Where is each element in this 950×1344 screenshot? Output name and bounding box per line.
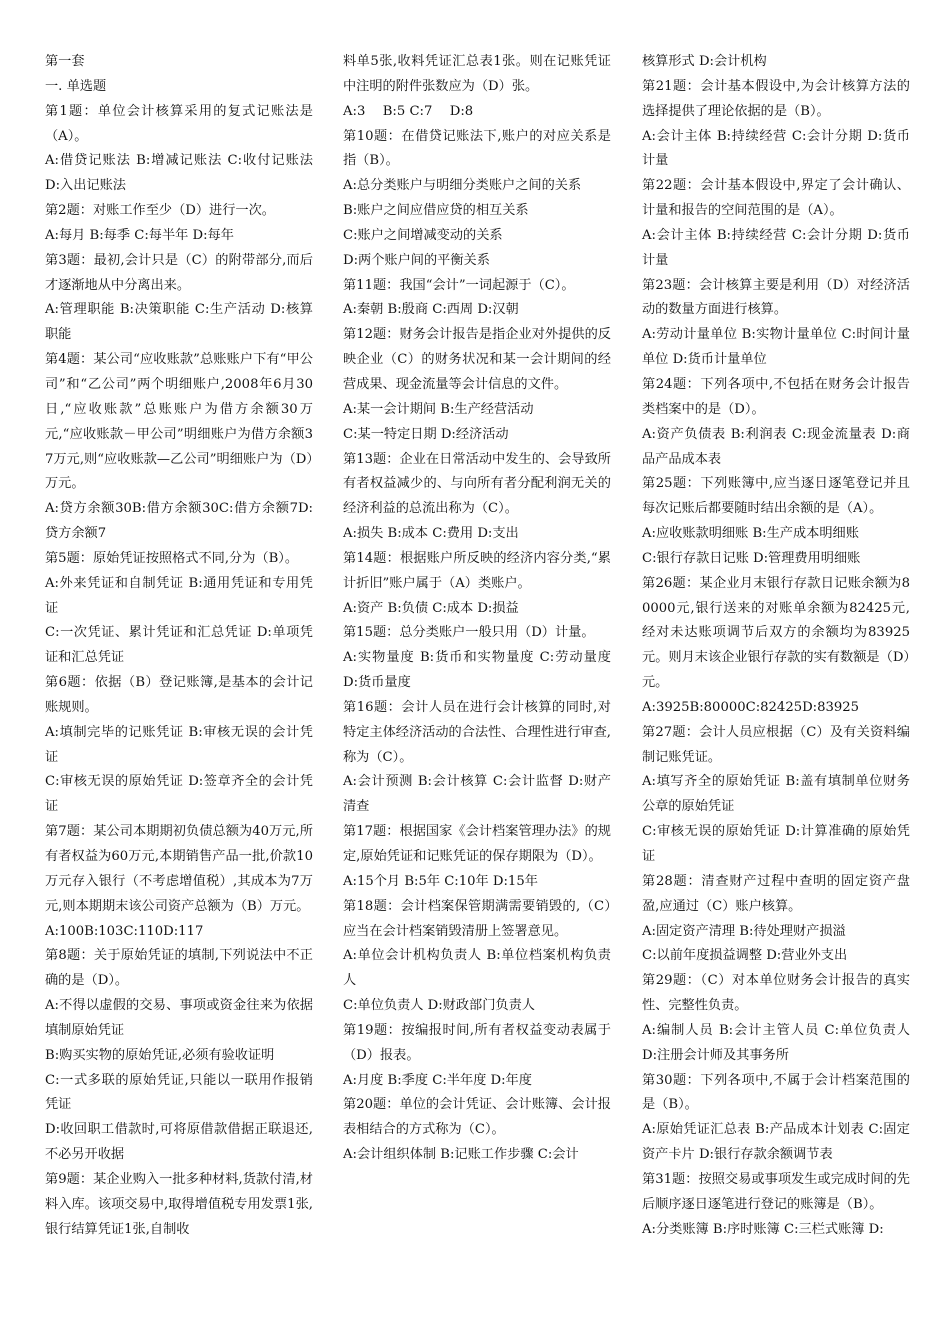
text-line: D:两个账户间的平衡关系 (343, 252, 490, 268)
text-line: A:会计预测 B:会计核算 C:会计监督 D:财产清查 (343, 774, 611, 815)
text-line: A:总分类账户与明细分类账户之间的关系 (343, 178, 582, 194)
text-line: C:单位负责人 D:财政部门负责人 (343, 998, 535, 1014)
document-page (45, 50, 910, 1320)
text-line: A:应收账款明细账 B:生产成本明细账 (642, 526, 859, 542)
text-line: A:某一会计期间 B:生产经营活动 (343, 401, 534, 417)
text-line: A:100B:103C:110D:117 (45, 923, 204, 939)
text-line: A:月度 B:季度 C:半年度 D:年度 (343, 1072, 532, 1088)
text-line: 第1题：单位会计核算采用的复式记账法是（A）。 (45, 103, 313, 144)
text-line: 核算形式 D:会计机构 (642, 54, 767, 69)
text-line: C:账户之间增减变动的关系 (343, 227, 503, 243)
text-line: A:3 B:5 C:7 D:8 (343, 103, 474, 119)
text-line: 第一套 (45, 54, 85, 69)
text-line: 第7题：某公司本期期初负债总额为40万元,所有者权益为60万元,本期销售产品一批,价款10万元存入银行（不考虑增值税）,其成本为7万元,则本期期末该公司资产总额为（B）万元。 (45, 824, 313, 914)
text-line: C:一次凭证、累计凭证和汇总凭证 D:单项凭证和汇总凭证 (45, 625, 313, 666)
text-line: A:借贷记账法 B:增减记账法 C:收付记账法 D:入出记账法 (45, 153, 313, 194)
text-line: 第27题：会计人员应根据（C）及有关资料编制记账凭证。 (642, 724, 910, 765)
text-line: A:15个月 B:5年 C:10年 D:15年 (343, 873, 538, 889)
text-line: A:编制人员 B:会计主管人员 C:单位负责人 D:注册会计师及其事务所 (642, 1022, 910, 1063)
text-line: B:购买实物的原始凭证,必须有验收证明 (45, 1047, 275, 1063)
text-line: 第13题：企业在日常活动中发生的、会导致所有者权益减少的、与向所有者分配利润无关的经济利益的总流出称为（C）。 (343, 451, 611, 517)
text-line: C:以前年度损益调整 D:营业外支出 (642, 948, 848, 964)
text-line: 第6题：依据（B）登记账簿,是基本的会计记账规则。 (45, 675, 313, 715)
text-line: 第25题：下列账簿中,应当逐日逐笔登记并且每次记账后都要随时结出余额的是（A）。 (642, 476, 910, 517)
text-line: 第4题：某公司“应收账款”总账账户下有“甲公司”和“乙公司”两个明细账户,2008年6月30日,“应收账款”总账账户为借方余额30万元,“应收账款－甲公司”明细账户为借方余额37万元,则“应收账款—乙公司”明细账户为（D）万元。 (45, 352, 313, 492)
text-line: A:管理职能 B:决策职能 C:生产活动 D:核算职能 (45, 302, 313, 343)
text-line: C:审核无误的原始凭证 D:签章齐全的会计凭证 (45, 774, 313, 815)
text-line: A:外来凭证和自制凭证 B:通用凭证和专用凭证 (45, 575, 313, 616)
text-line: 第29题：（C）对本单位财务会计报告的真实性、完整性负责。 (642, 973, 910, 1014)
text-line: A:每月 B:每季 C:每半年 D:每年 (45, 227, 234, 243)
text-line: A:资产负债表 B:利润表 C:现金流量表 D:商品产品成本表 (642, 426, 910, 467)
text-line: B:账户之间应借应贷的相互关系 (343, 203, 529, 219)
text-line: 一. 单选题 (45, 78, 107, 94)
text-line: D:收回职工借款时,可将原借款借据正联退还,不必另开收据 (45, 1122, 313, 1163)
text-line: 第23题：会计核算主要是利用（D）对经济活动的数量方面进行核算。 (642, 277, 910, 318)
text-line: 第18题：会计档案保管期满需要销毁的,（C）应当在会计档案销毁清册上签署意见。 (343, 898, 611, 939)
text-line: A:会计主体 B:持续经营 C:会计分期 D:货币计量 (642, 227, 910, 268)
text-line: 第10题：在借贷记账法下,账户的对应关系是指（B）。 (343, 128, 611, 169)
text-line: A:单位会计机构负责人 B:单位档案机构负责人 (343, 948, 611, 989)
text-line: 第17题：根据国家《会计档案管理办法》的规定,原始凭证和记账凭证的保存期限为（D）。 (343, 824, 611, 864)
text-line: 第2题：对账工作至少（D）进行一次。 (45, 203, 275, 219)
text-line: A:实物量度 B:货币和实物量度 C:劳动量度 D:货币量度 (343, 650, 611, 691)
text-line: C:一式多联的原始凭证,只能以一联用作报销凭证 (45, 1072, 313, 1113)
text-line: 第21题：会计基本假设中,为会计核算方法的选择提供了理论依据的是（B）。 (642, 78, 910, 119)
text-line: A:填写齐全的原始凭证 B:盖有填制单位财务公章的原始凭证 (642, 774, 910, 815)
text-line: 第20题：单位的会计凭证、会计账簿、会计报表相结合的方式称为（C）。 (343, 1097, 611, 1138)
text-line: A:秦朝 B:殷商 C:西周 D:汉朝 (343, 302, 519, 318)
text-line: 第11题：我国“会计”一词起源于（C）。 (343, 277, 575, 293)
text-line: 第24题：下列各项中,不包括在财务会计报告类档案中的是（D）。 (642, 376, 910, 417)
text-line: A:资产 B:负债 C:成本 D:损益 (343, 600, 519, 616)
text-line: 第26题：某企业月末银行存款日记账余额为80000元,银行送来的对账单余额为82425元,经对未达账项调节后双方的余额均为83925元。则月末该企业银行存款的实有数额是（D）元。 (642, 575, 910, 691)
text-line: 第12题：财务会计报告是指企业对外提供的反映企业（C）的财务状况和某一会计期间的经营成果、现金流量等会计信息的文件。 (343, 327, 611, 392)
text-line: 料单5张,收料凭证汇总表1张。则在记账凭证中注明的附件张数应为（D）张。 (343, 54, 611, 94)
text-line: A:分类账簿 B:序时账簿 C:三栏式账簿 D: (642, 1221, 884, 1237)
text-line: C:银行存款日记账 D:管理费用明细账 (642, 550, 861, 566)
text-line: A:固定资产清理 B:待处理财产损溢 (642, 923, 846, 939)
text-line: 第9题：某企业购入一批多种材料,货款付清,材料入库。该项交易中,取得增值税专用发票1张,银行结算凭证1张,自制收 (45, 1171, 313, 1237)
text-line: 第14题：根据账户所反映的经济内容分类,“累计折旧”账户属于（A）类账户。 (343, 550, 611, 591)
text-line: A:贷方余额30B:借方余额30C:借方余额7D:贷方余额7 (45, 501, 313, 542)
text-line: 第19题：按编报时间,所有者权益变动表属于（D）报表。 (343, 1022, 611, 1063)
text-line: A:损失 B:成本 C:费用 D:支出 (343, 526, 519, 542)
text-line: A:原始凭证汇总表 B:产品成本计划表 C:固定资产卡片 D:银行存款余额调节表 (642, 1122, 910, 1163)
text-line: 第3题：最初,会计只是（C）的附带部分,而后才逐渐地从中分离出来。 (45, 252, 313, 293)
text-line: A:劳动计量单位 B:实物计量单位 C:时间计量单位 D:货币计量单位 (642, 327, 910, 368)
text-line: 第16题：会计人员在进行会计核算的同时,对特定主体经济活动的合法性、合理性进行审查,称为（C）。 (343, 699, 611, 765)
text-line: 第5题：原始凭证按照格式不同,分为（B）。 (45, 550, 299, 566)
text-line: 第31题：按照交易或事项发生或完成时间的先后顺序逐日逐笔进行登记的账簿是（B）。 (642, 1171, 910, 1212)
text-line: 第15题：总分类账户一般只用（D）计量。 (343, 625, 595, 641)
text-line: A:3925B:80000C:82425D:83925 (642, 699, 860, 715)
text-column-1 (45, 50, 313, 1243)
text-line: 第30题：下列各项中,不属于会计档案范围的是（B）。 (642, 1072, 910, 1113)
text-line: 第8题：关于原始凭证的填制,下列说法中不正确的是（D）。 (45, 948, 313, 989)
text-column-2 (343, 50, 611, 1168)
text-line: A:会计组织体制 B:记账工作步骤 C:会计 (343, 1147, 579, 1163)
text-column-3 (642, 50, 910, 1243)
text-line: C:某一特定日期 D:经济活动 (343, 426, 509, 442)
text-line: 第28题：清查财产过程中查明的固定资产盘盈,应通过（C）账户核算。 (642, 873, 910, 914)
text-line: A:不得以虚假的交易、事项或资金往来为依据填制原始凭证 (45, 998, 313, 1038)
text-line: A:填制完毕的记账凭证 B:审核无误的会计凭证 (45, 724, 313, 765)
text-line: 第22题：会计基本假设中,界定了会计确认、计量和报告的空间范围的是（A）。 (642, 178, 910, 219)
text-line: A:会计主体 B:持续经营 C:会计分期 D:货币计量 (642, 128, 910, 169)
text-line: C:审核无误的原始凭证 D:计算准确的原始凭证 (642, 824, 910, 864)
